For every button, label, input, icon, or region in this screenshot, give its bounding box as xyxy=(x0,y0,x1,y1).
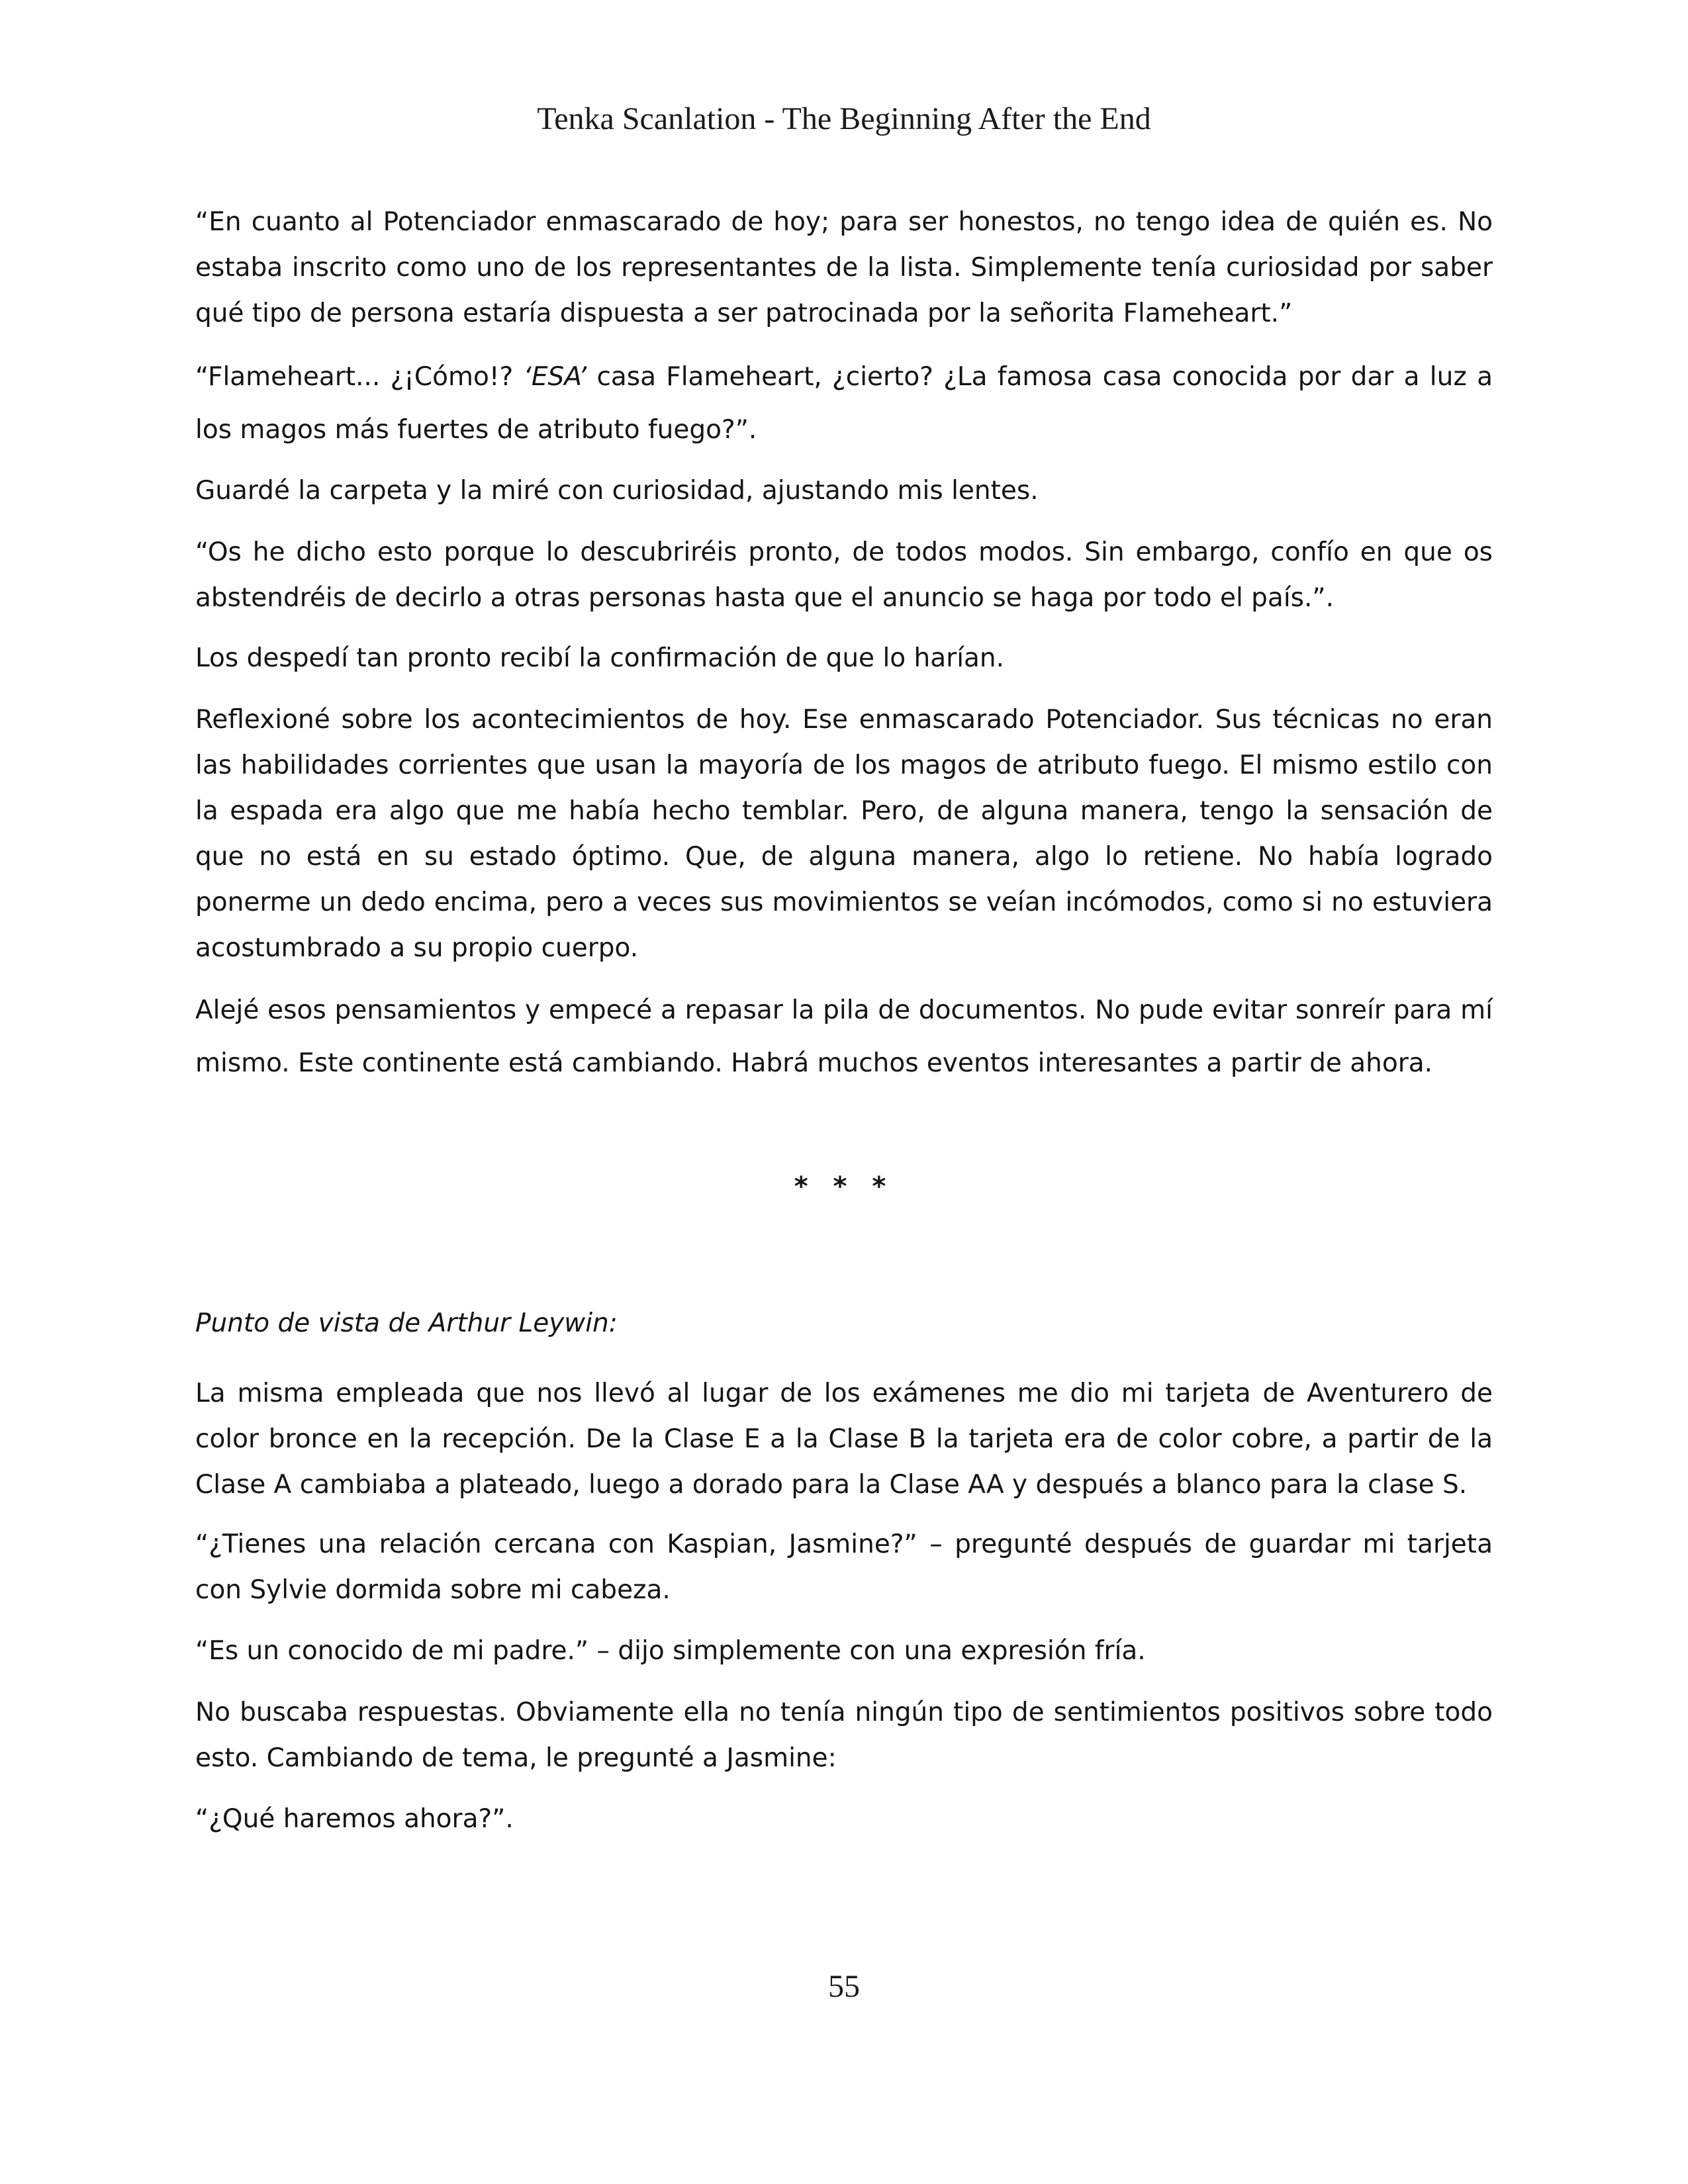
pov-heading: Punto de vista de Arthur Leywin: xyxy=(195,1308,618,1338)
paragraph-father-acquaintance: “Es un conocido de mi padre.” – dijo simplemente con una expresión fría. xyxy=(195,1636,1146,1666)
paragraph-announcement: “Os he dicho esto porque lo descubriréis pronto, de todos modos. Sin embargo, confío en que os abstendréis de decirlo a otras personas hasta que el anuncio se haga por todo el país.”. xyxy=(195,537,1493,613)
paragraph-flameheart-part-a: “Flameheart... ¿¡Cómo!? xyxy=(195,362,524,392)
paragraph-continent-changing: Alejé esos pensamientos y empecé a repasar la pila de documentos. No pude evitar sonreír para mí mismo. Este continente está cambiando. Habrá muchos eventos interesantes a partir de ahora. xyxy=(195,995,1493,1078)
paragraph-adventurer-card: La misma empleada que nos llevó al lugar de los exámenes me dio mi tarjeta de Aventurero de color bronce en la recepción. De la Clase E a la Clase B la tarjeta era de color cobre, a partir de la Clase A cambiaba a plateado, luego a dorado para la Clase AA y después a blanco para la clase S. xyxy=(195,1379,1493,1500)
page-header-title: Tenka Scanlation - The Beginning After the End xyxy=(537,101,1151,136)
page-number: 55 xyxy=(828,1969,860,2004)
paragraph-reflection: Reflexioné sobre los acontecimientos de hoy. Ese enmascarado Potenciador. Sus técnicas no eran las habilidades corrientes que usan la mayoría de los magos de atributo fuego. El mismo estilo con la espada era algo que me había hecho temblar. Pero, de alguna manera, tengo la sensación de que no está en su estado óptimo. Que, de alguna manera, algo lo retiene. No había logrado ponerme un dedo encima, pero a veces sus movimientos se veían incómodos, como si no estuviera acostumbrado a su propio cuerpo. xyxy=(195,705,1493,963)
paragraph-change-topic: No buscaba respuestas. Obviamente ella no tenía ningún tipo de sentimientos positivos sobre todo esto. Cambiando de tema, le pregunté a Jasmine: xyxy=(195,1698,1493,1773)
paragraph-masked-enhancer: “En cuanto al Potenciador enmascarado de hoy; para ser honestos, no tengo idea de quién es. No estaba inscrito como uno de los representantes de la lista. Simplemente tenía curiosidad por saber qué tipo de persona estaría dispuesta a ser patrocinada por la señorita Flameheart.” xyxy=(195,207,1493,328)
paragraph-folder: Guardé la carpeta y la miré con curiosidad, ajustando mis lentes. xyxy=(195,476,1039,506)
paragraph-flameheart-emphasis: ‘ESA’ xyxy=(523,362,587,392)
paragraph-dismissal: Los despedí tan pronto recibí la confirmación de que lo harían. xyxy=(195,643,1005,673)
paragraph-kaspian-question: “¿Tienes una relación cercana con Kaspian, Jasmine?” – pregunté después de guardar mi tarjeta con Sylvie dormida sobre mi cabeza. xyxy=(195,1529,1493,1605)
paragraph-what-now: “¿Qué haremos ahora?”. xyxy=(195,1804,514,1834)
paragraph-flameheart xyxy=(195,351,1493,457)
paragraph-flameheart-part-b: casa Flameheart, ¿cierto? ¿La famosa casa conocida por dar a luz a los magos más fuertes de atributo fuego?”. xyxy=(195,362,1493,445)
section-divider: * * * xyxy=(794,1171,894,1202)
